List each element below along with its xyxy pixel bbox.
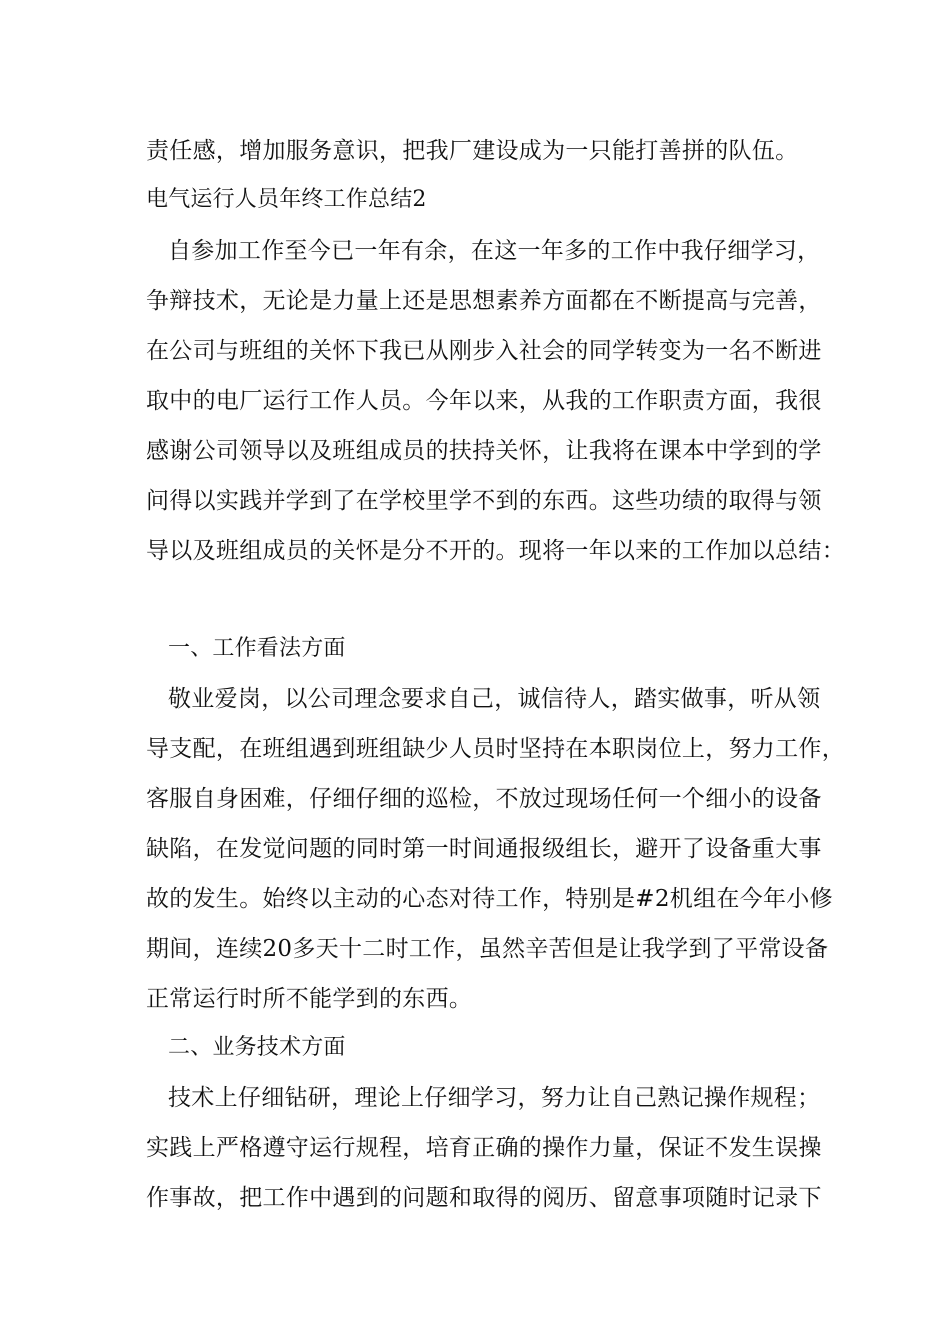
subheading: 一、工作看法方面 [168,636,346,661]
paragraph-line: 导支配，在班组遇到班组缺少人员时坚持在本职岗位上，努力工作， [146,736,845,762]
paragraph-line: 导以及班组成员的关怀是分不开的。现将一年以来的工作加以总结： [146,538,845,564]
paragraph-line: 取中的电厂运行工作人员。今年以来，从我的工作职责方面，我很 [146,388,822,414]
paragraph-line: 故的发生。始终以主动的心态对待工作，特别是#2机组在今年小修 [146,886,833,912]
paragraph-line: 作事故，把工作中遇到的问题和取得的阅历、留意事项随时记录下 [146,1185,822,1211]
paragraph-line: 敬业爱岗，以公司理念要求自己，诚信待人，踏实做事，听从领 [168,686,821,712]
paragraph-line: 争辩技术，无论是力量上还是思想素养方面都在不断提高与完善， [146,288,822,314]
paragraph-line: 在公司与班组的关怀下我已从刚步入社会的同学转变为一名不断进 [146,338,822,364]
paragraph-line: 自参加工作至今已一年有余，在这一年多的工作中我仔细学习， [168,238,821,264]
section-title: 电气运行人员年终工作总结2 [146,187,427,212]
paragraph-line: 客服自身困难，仔细仔细的巡检，不放过现场任何一个细小的设备 [146,786,822,812]
paragraph-line: 缺陷，在发觉问题的同时第一时间通报级组长，避开了设备重大事 [146,836,822,862]
paragraph-line: 技术上仔细钻研，理论上仔细学习，努力让自己熟记操作规程； [168,1085,821,1111]
subheading: 二、业务技术方面 [168,1035,346,1060]
paragraph-line: 责任感，增加服务意识，把我厂建设成为一只能打善拼的队伍。 [146,138,799,164]
paragraph-line: 正常运行时所不能学到的东西。 [146,986,473,1012]
paragraph-line: 实践上严格遵守运行规程，培育正确的操作力量，保证不发生误操 [146,1135,822,1161]
paragraph-line: 感谢公司领导以及班组成员的扶持关怀，让我将在课本中学到的学 [146,438,822,464]
paragraph-line: 期间，连续20多天十二时工作，虽然辛苦但是让我学到了平常设备 [146,936,829,962]
paragraph-line: 问得以实践并学到了在学校里学不到的东西。这些功绩的取得与领 [146,488,822,514]
